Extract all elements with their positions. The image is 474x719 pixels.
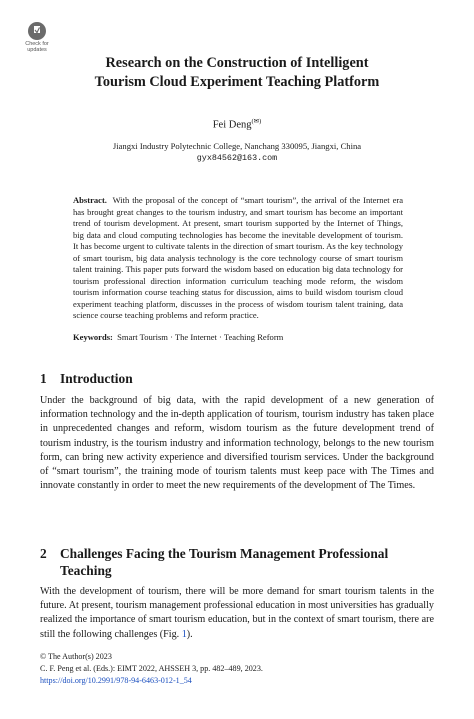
copyright: © The Author(s) 2023: [40, 652, 112, 661]
keywords: [73, 332, 403, 342]
section-1-title: Introduction: [60, 371, 133, 386]
section-1-heading: [40, 371, 133, 387]
abstract-text: With the proposal of the concept of “smart tourism”, the arrival of the Internet era has brought great changes to the tourism industry, and smart tourism has become an important trend of tourism development. At present, smart tourism supported by the Internet of Things, big data and cloud computing technologies has become the inevitable development of tourism. It has become urgent to cultivate talents in the direction of smart tourism. As the key technology of smart tourism, big data analysis technology is the core technology course of smart tourism talent training. This paper puts forward the wisdom based on education big data technology for tourism professional direction information curriculum teaching mode reform, the wisdom tourism information course teaching status for discussion, aims to build wisdom tourism cloud experiment teaching platform, discusses in the process of wisdom tourism talent training, data science course teaching problems and reform practice.: [73, 195, 403, 321]
section-2-text: With the development of tourism, there will be more demand for smart tourism talents in the future. At present, tourism management professional education in most universities has gradually realized the importance of smart tourism education, but in the context of smart tourism, there are still the following challenges (Fig.: [40, 586, 434, 640]
abstract-label: Abstract.: [73, 195, 107, 205]
footer: [40, 651, 263, 687]
paper-title: [40, 54, 434, 92]
keywords-text: Smart Tourism · The Internet · Teaching Reform: [117, 332, 284, 342]
affiliation-block: [0, 140, 474, 164]
author-name: Fei Deng: [212, 119, 252, 131]
section-2-paragraph: [40, 585, 434, 642]
check-for-updates-badge[interactable]: [24, 22, 50, 53]
doi-link[interactable]: https://doi.org/10.2991/978-94-6463-012-1_54: [40, 676, 192, 685]
section-2-heading: [40, 545, 440, 579]
abstract: [73, 195, 403, 322]
author-email[interactable]: gyx84562@163.com: [196, 153, 278, 163]
paper-title-line-2: Tourism Cloud Experiment Teaching Platform: [94, 74, 380, 90]
paper-title-line-1: Research on the Construction of Intelligent: [105, 55, 369, 71]
citation: C. F. Peng et al. (Eds.): EIMT 2022, AHSSEH 3, pp. 482–489, 2023.: [40, 664, 263, 673]
check-for-updates-icon: [28, 22, 46, 40]
affiliation: Jiangxi Industry Polytechnic College, Nanchang 330095, Jiangxi, China: [112, 141, 362, 151]
figure-1-link[interactable]: 1: [181, 628, 187, 640]
section-2-number: 2: [40, 546, 47, 561]
section-2-text-end: ).: [186, 628, 193, 640]
section-1-paragraph: Under the background of big data, with the rapid development of a new generation of information technology and the in-depth application of tourism, tourism industry has taken place in unprecedented changes and reform, wisdom tourism as the future development trend of tourism industry, is the tourism industry and information technology, belongs to the new tourism form, can bring new activity experience and diversified tourism services. Under the background of “smart tourism”, the training mode of tourism talents must keep pace with The Times and innovate constantly in order to meet the new requirements of the development of The Times.: [40, 395, 434, 492]
section-2-title-line-1: Challenges Facing the Tourism Management Professional: [60, 546, 389, 561]
section-2-title-line-2: Teaching: [60, 563, 112, 578]
author-line: [0, 117, 474, 131]
check-for-updates-label: Check for updates: [25, 41, 49, 53]
corresponding-author-mark: (✉): [251, 118, 262, 125]
keywords-label: Keywords:: [73, 332, 113, 342]
section-1-number: 1: [40, 371, 47, 386]
